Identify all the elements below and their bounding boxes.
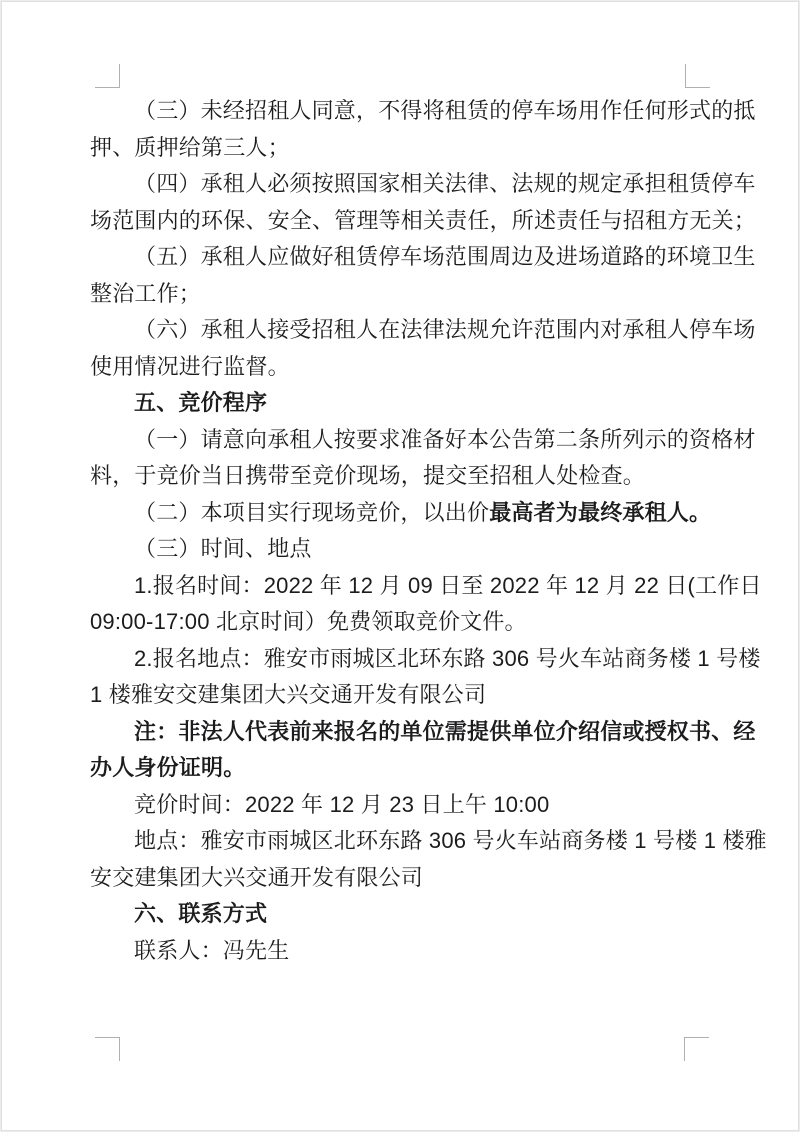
- crop-mark-top-right-icon: [685, 64, 710, 88]
- text-segment: 六、联系方式: [134, 901, 268, 926]
- text-segment: 整治工作；: [90, 280, 202, 306]
- text-segment: （三）时间、地点: [134, 536, 312, 561]
- clause-3-line-1: [90, 93, 756, 130]
- clause-5-line-2: [90, 276, 716, 313]
- text-segment: （一）请意向承租人按要求准备好本公告第二条所列示的资格材: [134, 426, 756, 452]
- clause-6-line-1: [90, 312, 756, 349]
- clause-5-line-1: [90, 239, 756, 276]
- crop-mark-bottom-right-icon: [684, 1037, 709, 1061]
- text-segment: 联系人：冯先生: [134, 937, 290, 963]
- procedure-1-line-2: [90, 458, 716, 495]
- clause-4-line-2: [90, 203, 757, 240]
- text-segment: 场范围内的环保、安全、管理等相关责任，所述责任与招租方无关；: [90, 207, 757, 233]
- clause-4-line-1: [90, 166, 756, 203]
- clause-6-line-2: [90, 349, 716, 386]
- text-segment: （六）承租人接受招租人在法律法规允许范围内对承租人停车场: [134, 317, 756, 342]
- clause-3-line-2: [90, 130, 716, 167]
- text-segment: 1.报名时间：2022 年 12 月 09 日至 2022 年 12 月 22 日(工作日: [134, 572, 762, 598]
- crop-mark-bottom-left-icon: [95, 1037, 120, 1061]
- text-segment: 办人身份证明。: [90, 755, 246, 780]
- signup-time-line-2: [90, 604, 716, 641]
- text-segment: （二）本项目实行现场竞价，以出价: [134, 499, 490, 525]
- text-segment: 押、质押给第三人；: [90, 134, 290, 160]
- text-segment: 五、竞价程序: [134, 390, 268, 415]
- text-segment: 料，于竞价当日携带至竞价现场，提交至招租人处检查。: [90, 463, 646, 488]
- text-segment: （四）承租人必须按照国家相关法律、法规的规定承担租赁停车: [134, 171, 756, 196]
- procedure-1-line-1: [90, 422, 756, 459]
- text-segment: 最高者为最终承租人。: [489, 499, 712, 525]
- document-page: [1, 1, 799, 1131]
- section-6-heading: [90, 896, 716, 933]
- text-segment: 1 楼雅安交建集团大兴交通开发有限公司: [90, 682, 487, 707]
- procedure-2-line-1: [90, 495, 716, 532]
- bidding-place-line-2: [90, 860, 716, 897]
- text-segment: 地点：雅安市雨城区北环东路 306 号火车站商务楼 1 号楼 1 楼雅: [134, 828, 767, 853]
- text-segment: 注：非法人代表前来报名的单位需提供单位介绍信或授权书、经: [134, 718, 756, 744]
- text-segment: （三）未经招租人同意，不得将租赁的停车场用作任何形式的抵: [134, 98, 756, 123]
- text-segment: 09:00-17:00 北京时间）免费领取竞价文件。: [90, 609, 527, 634]
- crop-mark-top-left-icon: [95, 64, 120, 88]
- signup-place-line-2: [90, 677, 716, 714]
- bidding-place-line-1: [90, 823, 767, 860]
- procedure-3-heading: [90, 531, 716, 568]
- note-line-1: [90, 714, 756, 751]
- contact-person-line: [90, 933, 716, 970]
- section-5-heading: [90, 385, 716, 422]
- document-body: [90, 93, 767, 969]
- text-segment: 使用情况进行监督。: [90, 353, 290, 379]
- text-segment: （五）承租人应做好租赁停车场范围周边及进场道路的环境卫生: [134, 244, 756, 269]
- signup-time-line-1: [90, 568, 762, 605]
- signup-place-line-1: [90, 641, 761, 678]
- text-segment: 安交建集团大兴交通开发有限公司: [90, 864, 424, 890]
- bidding-time-line: [90, 787, 716, 824]
- text-segment: 竞价时间：2022 年 12 月 23 日上午 10:00: [134, 791, 550, 817]
- note-line-2: [90, 750, 716, 787]
- text-segment: 2.报名地点：雅安市雨城区北环东路 306 号火车站商务楼 1 号楼: [134, 645, 761, 671]
